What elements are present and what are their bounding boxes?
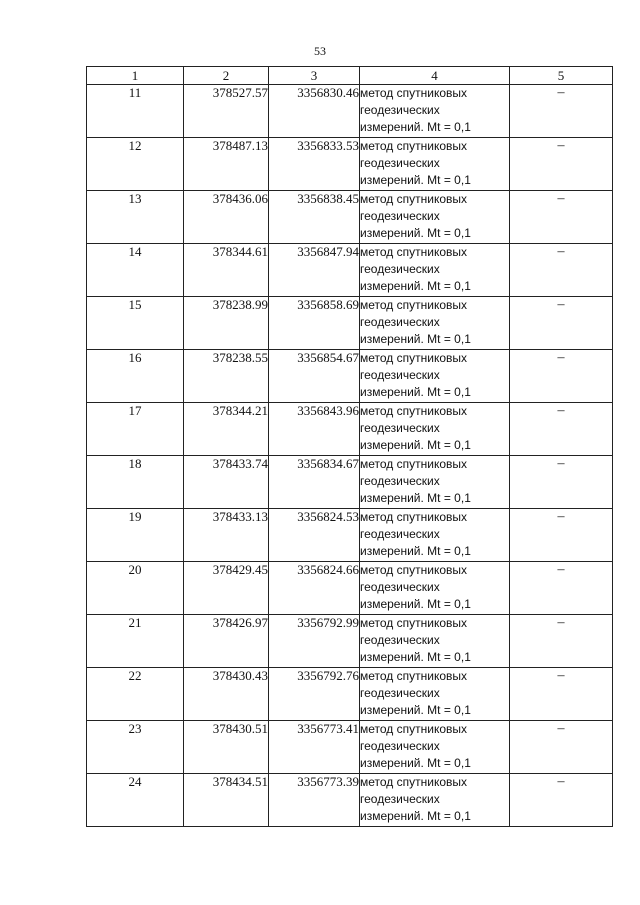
- point-number-cell: 11: [87, 85, 184, 138]
- method-line: измерений. Mt = 0,1: [360, 703, 471, 717]
- method-line: геодезических: [360, 580, 440, 594]
- table-row: [87, 403, 613, 456]
- method-line: измерений. Mt = 0,1: [360, 226, 471, 240]
- method-line: геодезических: [360, 156, 440, 170]
- table-row: [87, 297, 613, 350]
- x-coordinate-cell: 378238.99: [184, 297, 269, 350]
- method-line: измерений. Mt = 0,1: [360, 120, 471, 134]
- method-cell: [360, 774, 510, 827]
- page-number: 53: [314, 44, 326, 58]
- note-cell: –: [510, 774, 613, 827]
- method-line: измерений. Mt = 0,1: [360, 544, 471, 558]
- column-header-2: 2: [184, 67, 269, 85]
- method-line: измерений. Mt = 0,1: [360, 279, 471, 293]
- table-row: [87, 774, 613, 827]
- method-cell: [360, 85, 510, 138]
- method-line: метод спутниковых: [360, 192, 468, 206]
- method-cell: [360, 244, 510, 297]
- x-coordinate-cell: 378436.06: [184, 191, 269, 244]
- note-cell: –: [510, 456, 613, 509]
- method-line: метод спутниковых: [360, 457, 468, 471]
- method-line: метод спутниковых: [360, 298, 468, 312]
- method-line: метод спутниковых: [360, 616, 468, 630]
- table-row: [87, 85, 613, 138]
- y-coordinate-cell: 3356792.99: [269, 615, 360, 668]
- method-line: измерений. Mt = 0,1: [360, 438, 471, 452]
- method-cell: [360, 403, 510, 456]
- table-header-row: [87, 67, 613, 85]
- column-header-1: 1: [87, 67, 184, 85]
- table-row: [87, 721, 613, 774]
- y-coordinate-cell: 3356833.53: [269, 138, 360, 191]
- method-line: геодезических: [360, 262, 440, 276]
- point-number-cell: 15: [87, 297, 184, 350]
- point-number-cell: 21: [87, 615, 184, 668]
- method-line: метод спутниковых: [360, 563, 468, 577]
- column-header-5: 5: [510, 67, 613, 85]
- method-line: метод спутниковых: [360, 775, 468, 789]
- point-number-cell: 22: [87, 668, 184, 721]
- method-line: измерений. Mt = 0,1: [360, 650, 471, 664]
- point-number-cell: 13: [87, 191, 184, 244]
- x-coordinate-cell: 378434.51: [184, 774, 269, 827]
- point-number-cell: 16: [87, 350, 184, 403]
- method-line: метод спутниковых: [360, 722, 468, 736]
- table-row: [87, 138, 613, 191]
- note-cell: –: [510, 562, 613, 615]
- x-coordinate-cell: 378344.61: [184, 244, 269, 297]
- method-line: измерений. Mt = 0,1: [360, 173, 471, 187]
- table-row: [87, 615, 613, 668]
- method-line: метод спутниковых: [360, 86, 468, 100]
- table-row: [87, 562, 613, 615]
- y-coordinate-cell: 3356773.41: [269, 721, 360, 774]
- method-line: метод спутниковых: [360, 669, 468, 683]
- method-line: геодезических: [360, 792, 440, 806]
- method-line: измерений. Mt = 0,1: [360, 385, 471, 399]
- x-coordinate-cell: 378344.21: [184, 403, 269, 456]
- y-coordinate-cell: 3356843.96: [269, 403, 360, 456]
- method-line: геодезических: [360, 527, 440, 541]
- y-coordinate-cell: 3356854.67: [269, 350, 360, 403]
- method-cell: [360, 562, 510, 615]
- point-number-cell: 20: [87, 562, 184, 615]
- y-coordinate-cell: 3356838.45: [269, 191, 360, 244]
- table-body: [87, 85, 613, 827]
- table-row: [87, 191, 613, 244]
- method-line: геодезических: [360, 315, 440, 329]
- method-line: метод спутниковых: [360, 404, 468, 418]
- method-line: геодезических: [360, 103, 440, 117]
- x-coordinate-cell: 378430.51: [184, 721, 269, 774]
- note-cell: –: [510, 191, 613, 244]
- table-row: [87, 668, 613, 721]
- point-number-cell: 12: [87, 138, 184, 191]
- table-row: [87, 350, 613, 403]
- x-coordinate-cell: 378430.43: [184, 668, 269, 721]
- x-coordinate-cell: 378487.13: [184, 138, 269, 191]
- method-line: геодезических: [360, 209, 440, 223]
- y-coordinate-cell: 3356773.39: [269, 774, 360, 827]
- method-line: геодезических: [360, 474, 440, 488]
- x-coordinate-cell: 378527.57: [184, 85, 269, 138]
- method-line: метод спутниковых: [360, 351, 468, 365]
- method-line: геодезических: [360, 368, 440, 382]
- point-number-cell: 14: [87, 244, 184, 297]
- y-coordinate-cell: 3356830.46: [269, 85, 360, 138]
- note-cell: –: [510, 615, 613, 668]
- method-line: измерений. Mt = 0,1: [360, 491, 471, 505]
- method-cell: [360, 138, 510, 191]
- point-number-cell: 24: [87, 774, 184, 827]
- column-header-4: 4: [360, 67, 510, 85]
- point-number-cell: 23: [87, 721, 184, 774]
- method-line: измерений. Mt = 0,1: [360, 597, 471, 611]
- method-line: геодезических: [360, 421, 440, 435]
- note-cell: –: [510, 721, 613, 774]
- method-cell: [360, 509, 510, 562]
- point-number-cell: 18: [87, 456, 184, 509]
- note-cell: –: [510, 244, 613, 297]
- y-coordinate-cell: 3356834.67: [269, 456, 360, 509]
- y-coordinate-cell: 3356824.66: [269, 562, 360, 615]
- y-coordinate-cell: 3356824.53: [269, 509, 360, 562]
- method-line: измерений. Mt = 0,1: [360, 332, 471, 346]
- note-cell: –: [510, 297, 613, 350]
- method-cell: [360, 456, 510, 509]
- method-line: метод спутниковых: [360, 510, 468, 524]
- table-row: [87, 244, 613, 297]
- note-cell: –: [510, 668, 613, 721]
- point-number-cell: 17: [87, 403, 184, 456]
- x-coordinate-cell: 378433.13: [184, 509, 269, 562]
- method-line: геодезических: [360, 739, 440, 753]
- x-coordinate-cell: 378238.55: [184, 350, 269, 403]
- point-number-cell: 19: [87, 509, 184, 562]
- y-coordinate-cell: 3356792.76: [269, 668, 360, 721]
- y-coordinate-cell: 3356858.69: [269, 297, 360, 350]
- note-cell: –: [510, 403, 613, 456]
- method-cell: [360, 668, 510, 721]
- method-cell: [360, 721, 510, 774]
- table-row: [87, 456, 613, 509]
- note-cell: –: [510, 85, 613, 138]
- method-line: измерений. Mt = 0,1: [360, 756, 471, 770]
- method-cell: [360, 297, 510, 350]
- coordinates-table: [86, 66, 613, 827]
- note-cell: –: [510, 350, 613, 403]
- method-line: метод спутниковых: [360, 245, 468, 259]
- method-line: геодезических: [360, 686, 440, 700]
- method-cell: [360, 615, 510, 668]
- method-line: метод спутниковых: [360, 139, 468, 153]
- column-header-3: 3: [269, 67, 360, 85]
- method-cell: [360, 191, 510, 244]
- note-cell: –: [510, 509, 613, 562]
- table-row: [87, 509, 613, 562]
- method-line: измерений. Mt = 0,1: [360, 809, 471, 823]
- x-coordinate-cell: 378433.74: [184, 456, 269, 509]
- y-coordinate-cell: 3356847.94: [269, 244, 360, 297]
- x-coordinate-cell: 378429.45: [184, 562, 269, 615]
- method-cell: [360, 350, 510, 403]
- x-coordinate-cell: 378426.97: [184, 615, 269, 668]
- method-line: геодезических: [360, 633, 440, 647]
- note-cell: –: [510, 138, 613, 191]
